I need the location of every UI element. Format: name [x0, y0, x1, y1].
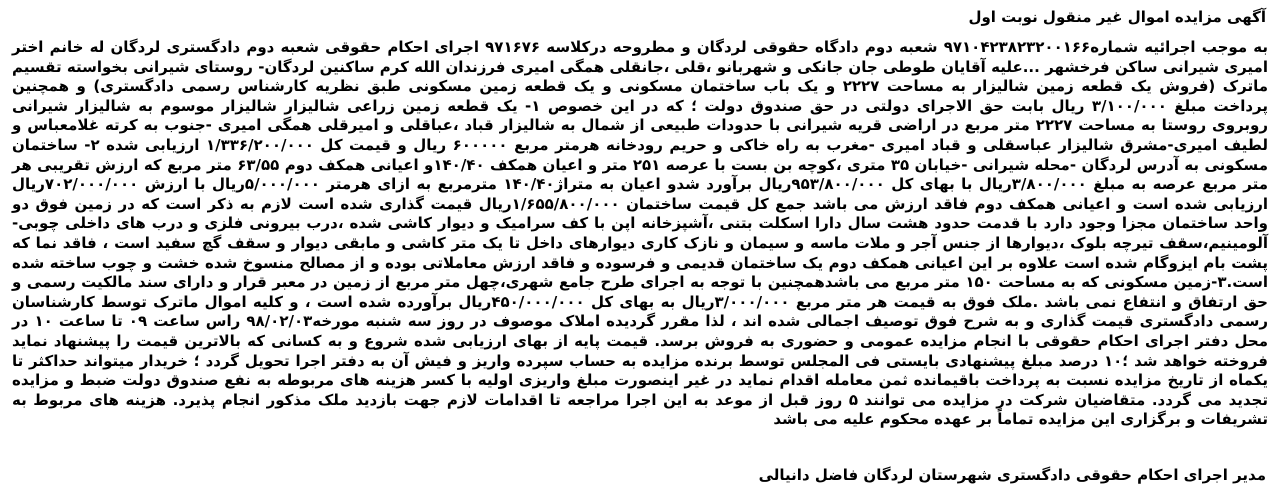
notice-body: به موجب اجرائیه شماره۹۷۱۰۴۲۳۸۲۳۲۰۰۱۶۶ شعبه دوم دادگاه حقوقی لردگان و مطروحه درکلاسه ۹۷۱۶۷۶ اجرای احکام حقوقی شعبه دوم دادگستری لردگان له خانم اختر امیری شیرانی ساکن فرخشهر ...علیه آقایان طوطی جان جانکی و شهربانو ،قلی ،جانقلی همگی امیری فرزندان الله کرم ساکنین لردگان- روستای شیرانی بخواسته تقسیم ماترک (فروش یک قطعه زمین شالیزار به مساحت ۲۲۲۷ و یک باب ساختمان مسکونی و یک قطعه زمین مسکونی طبق نظریه کارشناس رسمی دادگستری) و همچنین پرداخت مبلغ ۳/۱۰۰/۰۰۰ ریال بابت حق الاجرای دولتی در حق صندوق دولت ؛ که در این خصوص ۱- یک قطعه زمین زراعی شالیزار شالیزار موسوم به شالیزار شیرانی روبروی روستا به مساحت ۲۲۲۷ متر مربع در اراضی قریه شیرانی با حدودات طبیعی از شمال به شالیزار قباد ،عباقلی و امیرقلی همگی امیری -جنوب به کرته غلامعباس و لطیف امیری-مشرق شالیزار عباسقلی و قباد امیری -مغرب به راه خاکی و حریم رودخانه هرمتر مربع ۶۰۰۰۰۰ ریال و قیمت کل ۱/۳۳۶/۲۰۰/۰۰۰ ارزیابی شده ۲- ساختمان مسکونی به آدرس لردگان -محله شیرانی -خیابان ۳۵ متری ،کوچه بن بست با عرصه ۲۵۱ متر و اعیان همکف ۱۴۰/۴۰و اعیانی همکف دوم ۶۳/۵۵ متر مربع که ارزش تقریبی هر متر مربع عرصه به مبلغ ۳/۸۰۰/۰۰۰ریال با بهای کل ۹۵۳/۸۰۰/۰۰۰ریال برآورد شدو اعیان به متراژ۱۴۰/۴۰ مترمربع به ازای هرمتر ۵/۰۰۰/۰۰۰ریال با ارزش ۷۰۲/۰۰۰/۰۰۰ریال ارزیابی شده است و اعیانی همکف دوم فاقد ارزش می باشد جمع کل قیمت ساختمان ۱/۶۵۵/۸۰۰/۰۰۰ریال قیمت گذاری شده است لازم به ذکر است که در زمین فوق دو واحد ساختمان مجزا وجود دارد با قدمت حدود هشت سال دارا اسکلت بتنی ،آشپزخانه اپن با کف سرامیک و دیوار کاشی شده ،درب بیرونی فلزی و درب های داخلی چوبی-آلومینیم،سقف تیرچه بلوک ،دیوارها از جنس آجر و ملات ماسه و سیمان و نازک کاری دیوارهای داخل تا یک متر کاشی و مابقی دیوار و سقف گچ سفید است ، فاقد نما که پشت بام ایزوگام شده است علاوه بر این اعیانی همکف دوم یک ساختمان قدیمی و فرسوده و فاقد ارزش معاملاتی بوده و از مصالح منسوخ شده خشت و چوب ساخته شده است.۳-زمین مسکونی که به مساحت ۱۵۰ متر مربع می باشدهمچنین با توجه به اجرای طرح جامع شهری،چهل متر مربع از زمین در معبر قرار و دارای سند مالکیت رسمی و حق ارتفاق و انتفاع نمی باشد .ملک فوق به قیمت هر متر مربع ۳/۰۰۰/۰۰۰ریال به بهای کل ۴۵۰/۰۰۰/۰۰۰ریال برآورده شده است ، و کلیه اموال ماترک توسط کارشناسان رسمی دادگستری قیمت گذاری و به شرح فوق توصیف اجمالی شده اند ، لذا مقرر گردیده املاک موصوف در روز سه شنبه مورخه۹۸/۰۲/۰۳ راس ساعت ۰۹ تا ساعت ۱۰ در محل دفتر اجرای احکام حقوقی با انجام مزایده عمومی و حضوری به فروش برسد. قیمت پایه از بهای ارزیابی شده شروع و به کسانی که بالاترین قیمت را پیشنهاد نماید فروخته خواهد شد ؛۱۰ درصد مبلغ پیشنهادی بایستی فی المجلس توسط برنده مزایده به حساب سپرده واریز و فیش آن به دفتر اجرا تحویل گردد ؛ خریدار میتواند حداکثر تا یکماه از تاریخ مزایده نسبت به پرداخت باقیمانده ثمن معامله اقدام نماید در غیر اینصورت مبلغ واریزی اولیه با کسر هزینه های مربوطه به نفع صندوق دولت ضبط و مزایده تجدید می گردد. متقاضیان شرکت در مزایده می توانند ۵ روز قبل از موعد به این اجرا مراجعه تا اقدامات لازم جهت بازدید ملک مذکور انجام پذیرد. هزینه های مربوط به تشریفات و برگزاری این مزایده تماماً بر عهده محکوم علیه می باشد	[12, 38, 1269, 429]
notice-signature: مدیر اجرای احکام حقوقی دادگستری شهرستان لردگان فاضل دانیالی	[758, 466, 1266, 484]
notice-title: آگهی مزایده اموال غیر منقول نوبت اول	[968, 8, 1266, 26]
